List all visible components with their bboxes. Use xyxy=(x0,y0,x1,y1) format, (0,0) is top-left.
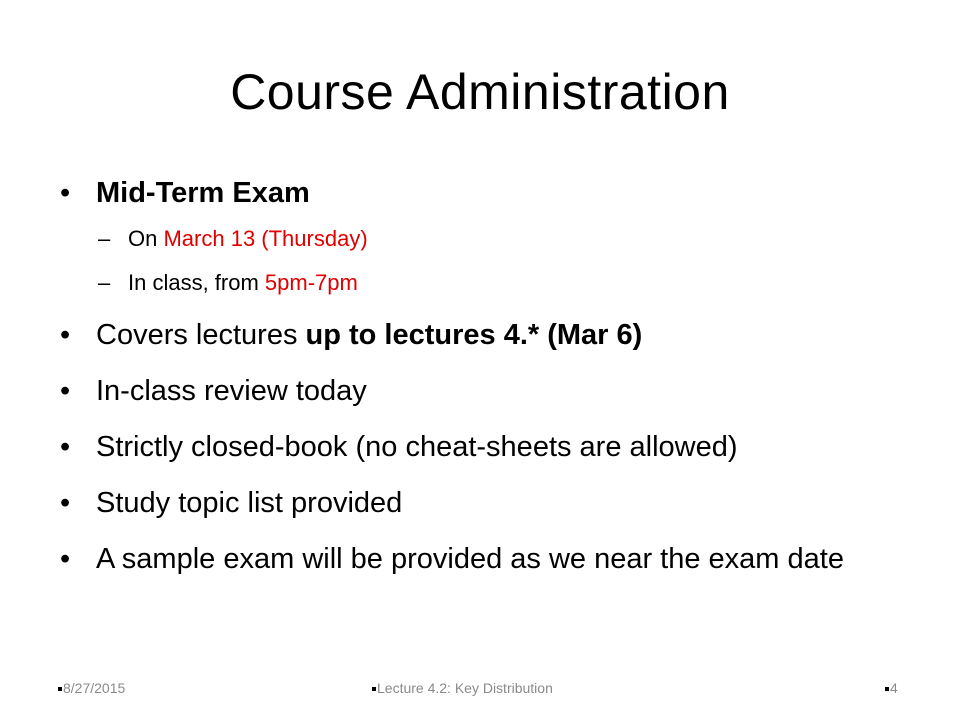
bullet-list xyxy=(56,175,916,577)
footer-date xyxy=(58,679,125,697)
bullet-review xyxy=(56,373,916,409)
sub-bullet-date xyxy=(56,225,916,253)
bullet-text: Strictly closed-book (no cheat-sheets are allowed) xyxy=(96,431,738,463)
exam-time-highlight: 5pm-7pm xyxy=(264,270,358,295)
sub-bullet-time xyxy=(56,269,916,297)
square-bullet-icon xyxy=(372,687,376,691)
bullet-prefix: Covers lectures xyxy=(96,319,306,351)
square-bullet-icon xyxy=(885,687,889,691)
bullet-topic-list xyxy=(56,485,916,521)
bullet-bold-text: up to lectures 4.* (Mar 6) xyxy=(305,319,643,351)
bullet-text: Mid-Term Exam xyxy=(96,177,310,209)
footer-date-text: 8/27/2015 xyxy=(63,680,126,696)
footer-page-text: 4 xyxy=(890,680,898,696)
bullet-sample-exam xyxy=(56,541,916,577)
bullet-text: A sample exam will be provided as we near the exam date xyxy=(96,543,844,575)
sub-bullet-prefix: On xyxy=(128,226,164,251)
footer-page-number xyxy=(885,679,898,697)
bullet-text: Study topic list provided xyxy=(96,487,403,519)
footer-lecture-text: Lecture 4.2: Key Distribution xyxy=(377,680,553,696)
slide-title: Course Administration xyxy=(230,64,730,120)
exam-date-highlight: March 13 (Thursday) xyxy=(163,226,368,251)
sub-bullet-prefix: In class, from xyxy=(128,270,265,295)
bullet-text: In-class review today xyxy=(96,375,367,407)
bullet-midterm-exam xyxy=(56,175,916,211)
bullet-covers-lectures xyxy=(56,317,916,353)
bullet-closed-book xyxy=(56,429,916,465)
footer-lecture xyxy=(372,679,553,697)
square-bullet-icon xyxy=(58,687,62,691)
